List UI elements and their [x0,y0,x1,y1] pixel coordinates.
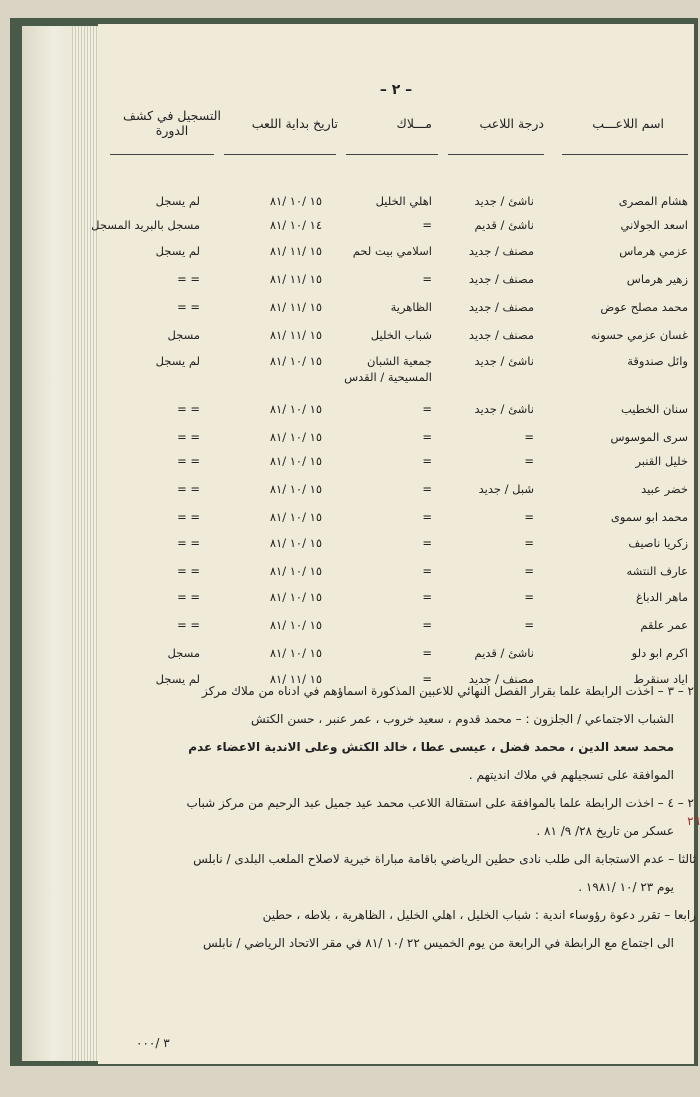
table-cell-reg: لم يسجل [155,244,200,258]
para-2-4-line1: ٢ – ٤ – اخذت الرابطة علما بالموافقة على استقالة اللاعب محمد عيد جميل عبد الرحيم من مركز شباب [186,796,694,810]
table-cell-name: ماهر الدباغ [635,590,688,604]
table-cell-club: = [422,590,432,604]
table-cell-reg: لم يسجل [155,194,200,208]
table-cell-club-line2: المسيحية / القدس [344,370,432,384]
header-rule-date [224,154,336,155]
table-cell-reg: = = [177,300,200,314]
header-rule-reg [110,154,214,155]
table-cell-grade: = [524,430,534,444]
table-cell-grade: = [524,618,534,632]
table-cell-date: ١٥ /١٠ /٨١ [269,510,322,524]
table-cell-date: ١٥ /١٠ /٨١ [269,194,322,208]
table-cell-club: = [422,430,432,444]
header-name: اسم اللاعـــب [592,116,664,131]
table-cell-reg: = = [177,618,200,632]
table-cell-name: اسعد الجولاني [620,218,688,232]
table-cell-club: شباب الخليل [370,328,432,342]
table-cell-club: = [422,618,432,632]
table-cell-reg: = = [177,430,200,444]
table-cell-grade: = [524,510,534,524]
table-cell-grade: ناشئ / جديد [474,354,534,368]
table-cell-date: ١٤ /١٠ /٨١ [269,218,322,232]
header-grade: درجة اللاعب [479,116,544,131]
table-cell-reg: = = [177,564,200,578]
table-cell-club: الظاهرية [390,300,432,314]
table-cell-name: زهير هرماس [626,272,688,286]
para-fourth-line1: رابعا – تقرر دعوة رؤوساء اندية : شباب الخليل ، اهلي الخليل ، الظاهرية ، بلاطه ، حطين [262,908,696,922]
table-cell-reg: لم يسجل [155,354,200,368]
table-cell-grade: مصنف / جديد [468,300,534,314]
table-cell-reg: = = [177,590,200,604]
table-cell-name: هشام المصرى [618,194,688,208]
table-cell-date: ١٥ /١١ /٨١ [269,672,322,686]
table-cell-date: ١٥ /١٠ /٨١ [269,454,322,468]
header-registration: التسجيل في كشف الدورة [123,108,221,138]
table-cell-date: ١٥ /١٠ /٨١ [269,646,322,660]
table-cell-reg: مسجل [167,646,200,660]
table-cell-club: = [422,454,432,468]
table-cell-date: ١٥ /١١ /٨١ [269,300,322,314]
table-cell-date: ١٥ /١٠ /٨١ [269,430,322,444]
document-page [91,24,700,1064]
header-rule-name [562,154,688,155]
table-cell-grade: مصنف / جديد [468,244,534,258]
table-cell-name: زكريا ناصيف [628,536,688,550]
table-cell-date: ١٥ /١٠ /٨١ [269,564,322,578]
table-cell-name: عمر علقم [640,618,688,632]
table-cell-date: ١٥ /١٠ /٨١ [269,482,322,496]
margin-mark-red: ٢٦ [687,814,700,828]
table-cell-name: محمد ابو سموى [610,510,688,524]
table-cell-name: سنان الخطيب [620,402,688,416]
table-cell-date: ١٥ /١١ /٨١ [269,328,322,342]
table-cell-reg: لم يسجل [155,672,200,686]
table-cell-club: = [422,272,432,286]
para-2-3-line1: ٢ – ٣ – اخذت الرابطة علما بقرار الفصل النهائي للاعبين المذكورة اسماؤهم في ادناه من ملاك مركز [201,684,694,698]
page-edges [72,26,100,1061]
table-cell-reg: = = [177,272,200,286]
table-cell-reg: = = [177,536,200,550]
table-cell-date: ١٥ /١٠ /٨١ [269,618,322,632]
table-cell-club: = [422,402,432,416]
para-fourth-line2: الى اجتماع مع الرابطة في الرابعة من يوم الخميس ٢٢ /١٠ /٨١ في مقر الاتحاد الرياضي / نابلس [202,936,674,950]
para-2-3-line3: محمد سعد الدين ، محمد فضل ، عيسى عطا ، خالد الكتش وعلى الاندية الاعضاء عدم [188,740,674,754]
table-cell-name: عزمي هرماس [619,244,688,258]
table-cell-reg: مسجل بالبريد المسجل [91,218,200,232]
table-cell-name: خليل القنبر [635,454,688,468]
table-cell-name: وائل صندوقة [627,354,688,368]
table-cell-reg: = = [177,510,200,524]
header-club: مـــلاك [396,116,432,131]
table-cell-club: اهلي الخليل [375,194,432,208]
table-cell-club: = [422,218,432,232]
table-cell-name: اكرم ابو دلو [631,646,688,660]
table-cell-grade: ناشئ / جديد [474,194,534,208]
page-number: – ٢ – [379,82,413,98]
table-cell-reg: مسجل [167,328,200,342]
table-cell-reg: = = [177,402,200,416]
table-cell-grade: = [524,536,534,550]
table-cell-grade: مصنف / جديد [468,272,534,286]
table-cell-club: = [422,646,432,660]
table-cell-club: = [422,564,432,578]
page-footer: ٣ /٠٠٠ [136,1036,170,1050]
para-third-line2: يوم ٢٣ /١٠ /١٩٨١ . [578,880,674,894]
table-cell-grade: = [524,564,534,578]
header-rule-grade [448,154,544,155]
table-cell-grade: ناشئ / جديد [474,402,534,416]
table-cell-date: ١٥ /١١ /٨١ [269,244,322,258]
table-cell-club: = [422,510,432,524]
table-cell-name: عارف النتشه [626,564,688,578]
table-cell-grade: ناشئ / قديم [474,218,534,232]
table-cell-club: جمعية الشبان [367,354,432,368]
table-cell-grade: شبل / جديد [478,482,534,496]
table-cell-grade: = [524,454,534,468]
table-cell-club: = [422,672,432,686]
para-2-3-line2: الشباب الاجتماعي / الجلزون : – محمد قدوم ، سعيد خروب ، عمر عنبر ، حسن الكتش [250,712,674,726]
table-cell-club: = [422,536,432,550]
para-third-line1: ثالثا – عدم الاستجابة الى طلب نادى حطين الرياضي باقامة مباراة خيرية لاصلاح الملعب البلدى / نابلس [193,852,696,866]
table-cell-name: سرى الموسوس [610,430,688,444]
table-cell-name: غسان عزمي حسونه [590,328,688,342]
table-cell-grade: مصنف / جديد [468,328,534,342]
table-cell-name: اياد سنقرط [633,672,688,686]
table-cell-name: خضر عبيد [641,482,688,496]
para-2-3-line4: الموافقة على تسجيلهم في ملاك انديتهم . [468,768,674,782]
table-cell-reg: = = [177,482,200,496]
table-cell-date: ١٥ /١١ /٨١ [269,272,322,286]
table-cell-club: اسلامي بيت لحم [352,244,432,258]
table-cell-grade: = [524,590,534,604]
table-cell-reg: = = [177,454,200,468]
table-cell-date: ١٥ /١٠ /٨١ [269,590,322,604]
table-cell-date: ١٥ /١٠ /٨١ [269,354,322,368]
table-cell-club: = [422,482,432,496]
header-start-date: تاريخ بداية اللعب [251,116,338,131]
header-rule-club [346,154,438,155]
table-cell-grade: مصنف / جديد [468,672,534,686]
para-2-4-line2: عسكر من تاريخ ٢٨/ ٩/ ٨١ . [536,824,674,838]
table-cell-name: محمد مصلح عوض [600,300,688,314]
table-cell-date: ١٥ /١٠ /٨١ [269,402,322,416]
table-cell-grade: ناشئ / قديم [474,646,534,660]
table-cell-date: ١٥ /١٠ /٨١ [269,536,322,550]
